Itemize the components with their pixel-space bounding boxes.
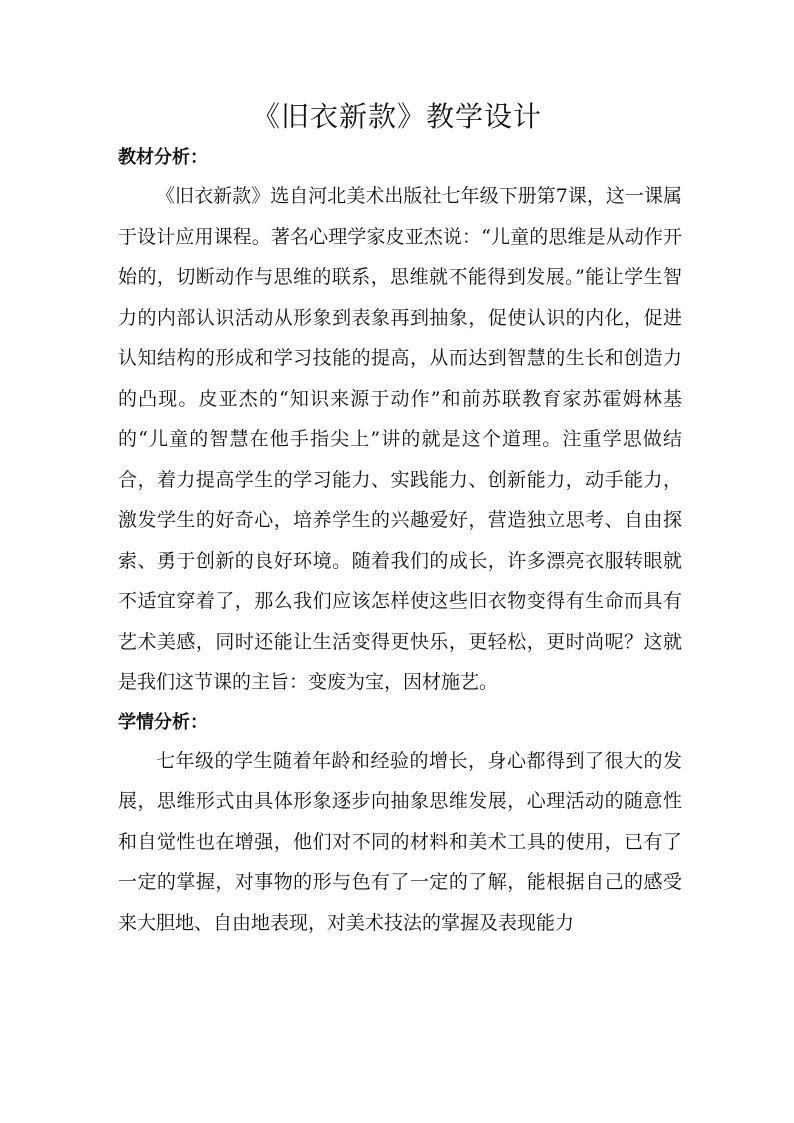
section-textbook-analysis — [118, 140, 682, 703]
section-heading: 教材分析： — [118, 147, 208, 168]
section-student-analysis — [118, 705, 682, 944]
section-paragraph: 《旧衣新款》选自河北美术出版社七年级下册第7课，这一课属于设计应用课程。著名心理学家皮亚杰说：“儿童的思维是从动作开始的，切断动作与思维的联系，思维就不能得到发展。”能让学生智力的内部认识活动从形象到表象再到抽象，促使认识的内化，促进认知结构的形成和学习技能的提高，从而达到智慧的生长和创造力的凸现。皮亚杰的“知识来源于动作”和前苏联教育家苏霍姆林基的“儿童的智慧在他手指尖上”讲的就是这个道理。注重学思做结合，着力提高学生的学习能力、实践能力、创新能力，动手能力，激发学生的好奇心，培养学生的兴趣爱好，营造独立思考、自由探索、勇于创新的良好环境。随着我们的成长，许多漂亮衣服转眼就不适宜穿着了，那么我们应该怎样使这些旧衣物变得有生命而具有艺术美感，同时还能让生活变得更快乐，更轻松，更时尚呢？这就是我们这节课的主旨：变废为宝，因材施艺。 — [118, 185, 682, 693]
section-heading: 学情分析： — [118, 711, 208, 733]
document-title: 《旧衣新款》教学设计 — [251, 100, 542, 133]
document-body — [118, 140, 682, 943]
section-paragraph: 七年级的学生随着年龄和经验的增长，身心都得到了很大的发展，思维形式由具体形象逐步向抽象思维发展，心理活动的随意性和自觉性也在增强，他们对不同的材料和美术工具的使用，已有了一定的掌握，对事物的形与色有了一定的了解，能根据自己的感受来大胆地、自由地表现，对美术技法的掌握及表现能力 — [118, 749, 682, 934]
